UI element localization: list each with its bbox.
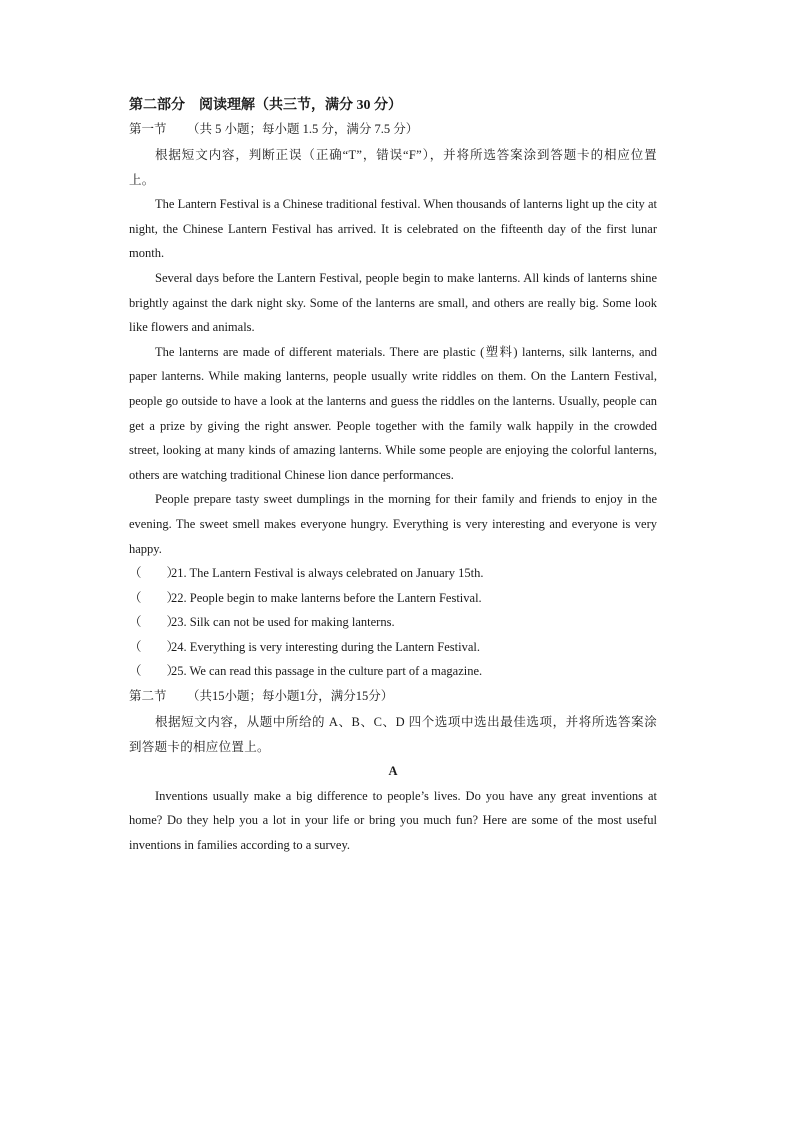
passage-paragraph-3: The lanterns are made of different materials. There are plastic (塑料) lanterns, silk lanterns, and paper lanterns. While making lanterns, people usually write riddles on them. On the Lantern Festival, people go outside to have a look at the lanterns and guess the riddles on the lanterns. Usually, people can get a prize by giving the right answer. People together with the family walk happily in the crowded street, looking at many kinds of amazing lanterns. While some people are enjoying the colorful lanterns, others are watching traditional Chinese lion dance performances. — [129, 344, 657, 482]
part-title: 第二部分 阅读理解（共三节，满分 30 分） — [129, 98, 402, 113]
question-text: 22. People begin to make lanterns before the Lantern Festival. — [171, 590, 482, 605]
section1-name: 第一节 — [129, 122, 167, 136]
section2-instruction: 根据短文内容，从题中所给的 A、B、C、D 四个选项中选出最佳选项，并将所选答案涂到答题卡的相应位置上。 — [129, 715, 657, 754]
answer-blank[interactable]: （ ） — [129, 566, 180, 581]
section1-header — [129, 119, 657, 139]
question-23 — [129, 610, 657, 635]
passage-a-paragraph: Inventions usually make a big difference to people’s lives. Do you have any great inventions at home? Do they help you a lot in your life or bring you much fun? Here are some of the most useful inventions in families according to a survey. — [129, 788, 657, 853]
section2-header — [129, 686, 657, 706]
answer-blank[interactable]: （ ） — [129, 615, 180, 630]
section1-info: （共 5 小题；每小题 1.5 分，满分 7.5 分） — [187, 122, 419, 136]
answer-blank[interactable]: （ ） — [129, 639, 180, 654]
question-21 — [129, 561, 657, 586]
exam-page — [129, 96, 657, 858]
question-text: 23. Silk can not be used for making lanterns. — [171, 615, 395, 630]
question-25 — [129, 659, 657, 684]
question-text: 21. The Lantern Festival is always celebrated on January 15th. — [171, 566, 484, 581]
question-text: 24. Everything is very interesting during the Lantern Festival. — [171, 639, 480, 654]
question-24 — [129, 635, 657, 660]
section1-instruction: 根据短文内容，判断正误（正确“T”，错误“F”），并将所选答案涂到答题卡的相应位置上。 — [129, 148, 657, 187]
question-text: 25. We can read this passage in the culture part of a magazine. — [171, 664, 483, 679]
question-22 — [129, 586, 657, 611]
answer-blank[interactable]: （ ） — [129, 590, 180, 605]
section2-info: （共15小题；每小题1分，满分15分） — [187, 689, 394, 704]
section2-name: 第二节 — [129, 689, 167, 704]
passage-letter: A — [388, 764, 398, 779]
answer-blank[interactable]: （ ） — [129, 664, 180, 679]
passage-paragraph-4: People prepare tasty sweet dumplings in the morning for their family and friends to enjoy in the evening. The sweet smell makes everyone hungry. Everything is very interesting and everyone is very happy. — [129, 492, 657, 556]
passage-paragraph-1: The Lantern Festival is a Chinese traditional festival. When thousands of lanterns light up the city at night, the Chinese Lantern Festival has arrived. It is celebrated on the fifteenth day of the first lunar month. — [129, 197, 657, 261]
passage-paragraph-2: Several days before the Lantern Festival, people begin to make lanterns. All kinds of lanterns shine brightly against the dark night sky. Some of the lanterns are small, and others are really big. Some look like flowers and animals. — [129, 270, 657, 335]
